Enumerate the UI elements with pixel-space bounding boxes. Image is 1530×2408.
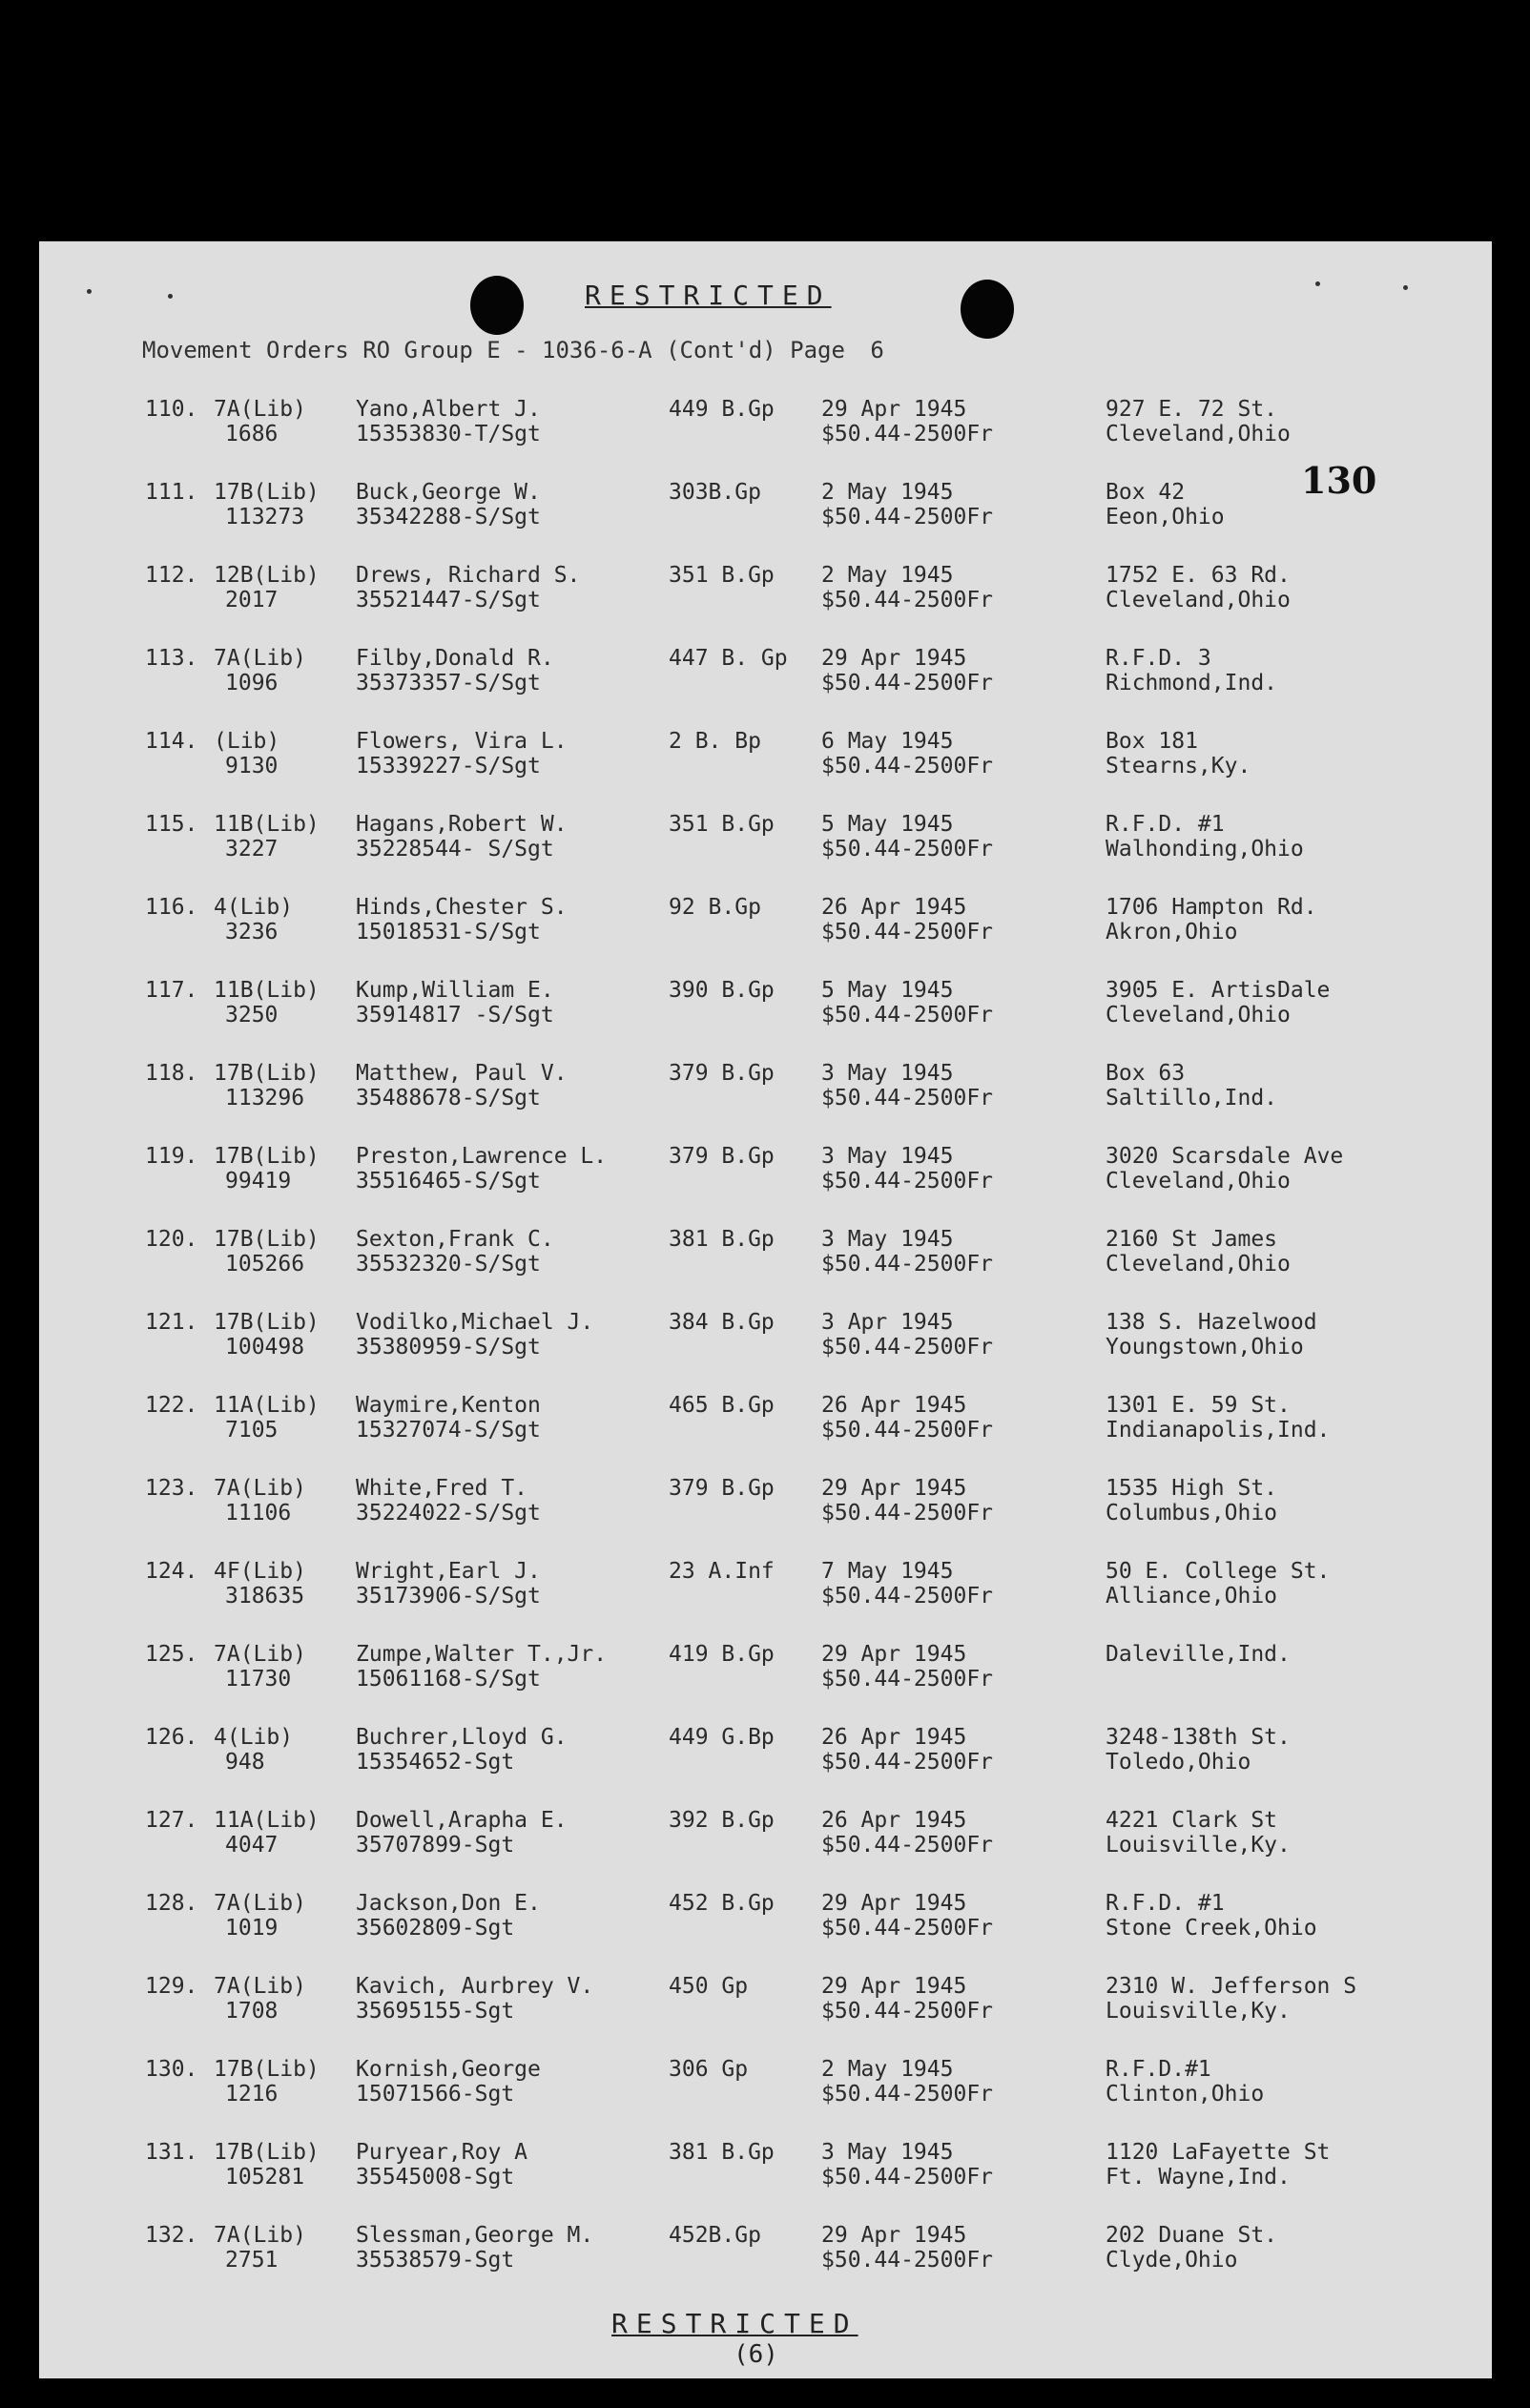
speck (168, 294, 173, 299)
entry-number: 115. (145, 812, 198, 837)
entry-number: 122. (145, 1393, 198, 1418)
entry-serial-rank: 35224022-S/Sgt (356, 1501, 541, 1526)
entry-group: 7A(Lib) (214, 1642, 306, 1667)
entry-row (39, 1883, 1492, 1966)
entry-date: 3 May 1945 (821, 1144, 954, 1169)
entry-number: 128. (145, 1891, 198, 1916)
entry-address-line2: Indianapolis,Ind. (1106, 1418, 1331, 1443)
entry-name: Filby,Donald R. (356, 646, 554, 671)
entry-serial-rank: 35380959-S/Sgt (356, 1335, 541, 1360)
entry-number: 129. (145, 1974, 198, 1999)
entry-name: Matthew, Paul V. (356, 1061, 568, 1086)
entry-address-line1: Box 181 (1106, 729, 1198, 754)
entry-serial-rank: 35173906-S/Sgt (356, 1584, 541, 1609)
order-title: Movement Orders RO Group E - 1036-6-A (Cont'd) Page (142, 337, 845, 363)
entry-address-line1: 2310 W. Jefferson S (1106, 1974, 1357, 1999)
entry-group: 7A(Lib) (214, 1476, 306, 1501)
entry-date: 29 Apr 1945 (821, 1642, 967, 1667)
entry-unit: 452B.Gp (669, 2223, 761, 2248)
entry-row (39, 1966, 1492, 2049)
entry-address-line1: R.F.D. #1 (1106, 1891, 1225, 1916)
entry-address-line2: Ft. Wayne,Ind. (1106, 2165, 1291, 2190)
entry-number: 127. (145, 1808, 198, 1833)
entry-date: 5 May 1945 (821, 978, 954, 1003)
entry-address-line1: 1301 E. 59 St. (1106, 1393, 1291, 1418)
entry-number: 113. (145, 646, 198, 671)
entry-address-line1: R.F.D.#1 (1106, 2057, 1211, 2082)
entry-group: 7A(Lib) (214, 2223, 306, 2248)
entry-serial-rank: 35516465-S/Sgt (356, 1169, 541, 1194)
entry-address-line2: Louisville,Ky. (1106, 1999, 1291, 2024)
entry-date: 3 May 1945 (821, 2140, 954, 2165)
entry-pay: $50.44-2500Fr (821, 1833, 994, 1858)
entry-address-line1: 1535 High St. (1106, 1476, 1278, 1501)
entry-unit: 2 B. Bp (669, 729, 761, 754)
entry-unit: 379 B.Gp (669, 1144, 775, 1169)
entry-pay: $50.44-2500Fr (821, 1252, 994, 1277)
entry-row (39, 970, 1492, 1053)
entry-row (39, 389, 1492, 472)
entry-pay: $50.44-2500Fr (821, 754, 994, 778)
entry-address-line1: 1120 LaFayette St (1106, 2140, 1331, 2165)
entry-row (39, 1053, 1492, 1136)
entry-date: 2 May 1945 (821, 480, 954, 505)
entry-group: 11B(Lib) (214, 978, 320, 1003)
entry-pay: $50.44-2500Fr (821, 422, 994, 446)
footer-page-number: (6) (734, 2340, 778, 2369)
entry-row (39, 2215, 1492, 2298)
entry-pay: $50.44-2500Fr (821, 1501, 994, 1526)
entry-date: 3 May 1945 (821, 1227, 954, 1252)
entry-pay: $50.44-2500Fr (821, 1418, 994, 1443)
entry-serial-rank: 35602809-Sgt (356, 1916, 515, 1941)
entry-address-line1: 927 E. 72 St. (1106, 397, 1278, 422)
entry-group-code: 11106 (225, 1501, 292, 1526)
entry-date: 29 Apr 1945 (821, 2223, 967, 2248)
entry-date: 29 Apr 1945 (821, 1476, 967, 1501)
entry-group-code: 3236 (225, 920, 279, 945)
entry-date: 7 May 1945 (821, 1559, 954, 1584)
entry-serial-rank: 35707899-Sgt (356, 1833, 515, 1858)
entry-serial-rank: 35342288-S/Sgt (356, 505, 541, 529)
entry-number: 112. (145, 563, 198, 588)
entry-row (39, 1717, 1492, 1800)
entry-group: 7A(Lib) (214, 1891, 306, 1916)
entry-group-code: 105281 (225, 2165, 305, 2190)
entry-address-line2: Cleveland,Ohio (1106, 588, 1291, 612)
entry-date: 6 May 1945 (821, 729, 954, 754)
entry-serial-rank: 35914817 -S/Sgt (356, 1003, 554, 1028)
entry-date: 29 Apr 1945 (821, 1974, 967, 1999)
entry-name: Wright,Earl J. (356, 1559, 541, 1584)
restricted-header: RESTRICTED (585, 280, 832, 311)
entry-group-code: 9130 (225, 754, 279, 778)
entry-date: 3 May 1945 (821, 1061, 954, 1086)
entry-pay: $50.44-2500Fr (821, 671, 994, 695)
entry-serial-rank: 15018531-S/Sgt (356, 920, 541, 945)
entry-address-line1: 138 S. Hazelwood (1106, 1310, 1317, 1335)
entry-name: Buchrer,Lloyd G. (356, 1725, 568, 1750)
entry-address-line1: 1706 Hampton Rd. (1106, 895, 1317, 920)
entry-date: 3 Apr 1945 (821, 1310, 954, 1335)
entry-pay: $50.44-2500Fr (821, 1335, 994, 1360)
entry-group-code: 1096 (225, 671, 279, 695)
entry-unit: 351 B.Gp (669, 812, 775, 837)
entry-pay: $50.44-2500Fr (821, 1003, 994, 1028)
entry-pay: $50.44-2500Fr (821, 588, 994, 612)
entry-address-line1: Box 42 (1106, 480, 1186, 505)
entry-group: 17B(Lib) (214, 1310, 320, 1335)
entry-number: 117. (145, 978, 198, 1003)
entry-name: White,Fred T. (356, 1476, 528, 1501)
entry-row (39, 721, 1492, 804)
entry-address-line1: R.F.D. 3 (1106, 646, 1211, 671)
entry-row (39, 1551, 1492, 1634)
speck (87, 289, 92, 294)
entry-row (39, 638, 1492, 721)
entry-unit: 390 B.Gp (669, 978, 775, 1003)
entry-pay: $50.44-2500Fr (821, 505, 994, 529)
entry-unit: 449 B.Gp (669, 397, 775, 422)
entry-pay: $50.44-2500Fr (821, 2165, 994, 2190)
entry-serial-rank: 15339227-S/Sgt (356, 754, 541, 778)
entry-pay: $50.44-2500Fr (821, 920, 994, 945)
entry-date: 2 May 1945 (821, 2057, 954, 2082)
entry-name: Slessman,George M. (356, 2223, 594, 2248)
entry-group-code: 11730 (225, 1667, 292, 1692)
entry-serial-rank: 35532320-S/Sgt (356, 1252, 541, 1277)
entry-group: 7A(Lib) (214, 646, 306, 671)
entry-address-line2: Cleveland,Ohio (1106, 1252, 1291, 1277)
entry-unit: 379 B.Gp (669, 1476, 775, 1501)
entry-address-line2: Stearns,Ky. (1106, 754, 1251, 778)
entry-address-line2: Columbus,Ohio (1106, 1501, 1278, 1526)
entry-unit: 351 B.Gp (669, 563, 775, 588)
entry-address-line2: Stone Creek,Ohio (1106, 1916, 1317, 1941)
entry-group-code: 113296 (225, 1086, 305, 1111)
entry-address-line2: Saltillo,Ind. (1106, 1086, 1278, 1111)
entry-unit: 449 G.Bp (669, 1725, 775, 1750)
entry-name: Buck,George W. (356, 480, 541, 505)
entry-address-line1: 202 Duane St. (1106, 2223, 1278, 2248)
entry-group: 11B(Lib) (214, 812, 320, 837)
entry-unit: 465 B.Gp (669, 1393, 775, 1418)
entry-group-code: 2751 (225, 2248, 279, 2273)
entry-address-line1: 3905 E. ArtisDale (1106, 978, 1331, 1003)
entry-serial-rank: 35538579-Sgt (356, 2248, 515, 2273)
entry-address-line1: R.F.D. #1 (1106, 812, 1225, 837)
entry-serial-rank: 15071566-Sgt (356, 2082, 515, 2107)
entry-group: 17B(Lib) (214, 1061, 320, 1086)
entry-group: 17B(Lib) (214, 2057, 320, 2082)
entry-address-line2: Akron,Ohio (1106, 920, 1238, 945)
entry-unit: 447 B. Gp (669, 646, 788, 671)
document-page (39, 241, 1492, 2378)
entry-name: Sexton,Frank C. (356, 1227, 554, 1252)
entry-row (39, 2132, 1492, 2215)
entry-unit: 306 Gp (669, 2057, 749, 2082)
entry-group: 11A(Lib) (214, 1808, 320, 1833)
entry-address-line2: Youngstown,Ohio (1106, 1335, 1304, 1360)
entry-row (39, 2049, 1492, 2132)
entry-group: 12B(Lib) (214, 563, 320, 588)
entry-row (39, 1385, 1492, 1468)
entry-date: 26 Apr 1945 (821, 1725, 967, 1750)
entry-pay: $50.44-2500Fr (821, 1999, 994, 2024)
punch-hole-left (470, 276, 524, 335)
punch-hole-right (961, 280, 1014, 339)
entry-number: 111. (145, 480, 198, 505)
entry-date: 26 Apr 1945 (821, 1808, 967, 1833)
entry-group-code: 100498 (225, 1335, 305, 1360)
entry-unit: 392 B.Gp (669, 1808, 775, 1833)
entry-name: Kump,William E. (356, 978, 554, 1003)
entry-date: 29 Apr 1945 (821, 1891, 967, 1916)
entry-number: 131. (145, 2140, 198, 2165)
entry-name: Yano,Albert J. (356, 397, 541, 422)
entry-serial-rank: 35695155-Sgt (356, 1999, 515, 2024)
entry-unit: 452 B.Gp (669, 1891, 775, 1916)
entry-row (39, 887, 1492, 970)
entry-group-code: 2017 (225, 588, 279, 612)
entry-pay: $50.44-2500Fr (821, 1584, 994, 1609)
entry-name: Preston,Lawrence L. (356, 1144, 608, 1169)
entry-date: 26 Apr 1945 (821, 1393, 967, 1418)
page-number: 6 (870, 337, 884, 363)
entry-address-line2: Clinton,Ohio (1106, 2082, 1265, 2107)
entry-number: 124. (145, 1559, 198, 1584)
entry-date: 2 May 1945 (821, 563, 954, 588)
entry-pay: $50.44-2500Fr (821, 1750, 994, 1775)
entry-group-code: 113273 (225, 505, 305, 529)
entry-group-code: 99419 (225, 1169, 292, 1194)
entry-group: 17B(Lib) (214, 1227, 320, 1252)
entry-number: 118. (145, 1061, 198, 1086)
entry-name: Drews, Richard S. (356, 563, 581, 588)
entry-name: Hinds,Chester S. (356, 895, 568, 920)
entry-name: Vodilko,Michael J. (356, 1310, 594, 1335)
entry-number: 116. (145, 895, 198, 920)
entry-group-code: 948 (225, 1750, 265, 1775)
entry-address-line2: Cleveland,Ohio (1106, 422, 1291, 446)
entry-unit: 419 B.Gp (669, 1642, 775, 1667)
entry-number: 110. (145, 397, 198, 422)
entry-number: 126. (145, 1725, 198, 1750)
entry-number: 121. (145, 1310, 198, 1335)
entry-unit: 450 Gp (669, 1974, 749, 1999)
entry-group: 4(Lib) (214, 1725, 294, 1750)
entry-serial-rank: 35373357-S/Sgt (356, 671, 541, 695)
entry-date: 29 Apr 1945 (821, 646, 967, 671)
entry-group: 17B(Lib) (214, 1144, 320, 1169)
entry-group: 7A(Lib) (214, 1974, 306, 1999)
handwritten-number: 130 (1301, 459, 1377, 502)
entry-group-code: 1686 (225, 422, 279, 446)
entry-pay: $50.44-2500Fr (821, 1916, 994, 1941)
entry-row (39, 1219, 1492, 1302)
entry-group-code: 318635 (225, 1584, 305, 1609)
entry-number: 114. (145, 729, 198, 754)
entry-group-code: 3250 (225, 1003, 279, 1028)
entry-unit: 23 A.Inf (669, 1559, 775, 1584)
entry-number: 125. (145, 1642, 198, 1667)
entry-address-line1: 1752 E. 63 Rd. (1106, 563, 1291, 588)
entry-group: 4F(Lib) (214, 1559, 306, 1584)
entry-pay: $50.44-2500Fr (821, 1169, 994, 1194)
entry-row (39, 804, 1492, 887)
entry-unit: 92 B.Gp (669, 895, 761, 920)
entry-serial-rank: 35545008-Sgt (356, 2165, 515, 2190)
entry-unit: 381 B.Gp (669, 2140, 775, 2165)
entry-row (39, 472, 1492, 555)
entry-row (39, 1800, 1492, 1883)
entry-name: Puryear,Roy A (356, 2140, 528, 2165)
entry-address-line2: Cleveland,Ohio (1106, 1003, 1291, 1028)
entry-group: 17B(Lib) (214, 480, 320, 505)
entry-name: Dowell,Arapha E. (356, 1808, 568, 1833)
entry-group-code: 1708 (225, 1999, 279, 2024)
entry-group: 17B(Lib) (214, 2140, 320, 2165)
entry-name: Kornish,George (356, 2057, 541, 2082)
entry-address-line2: Walhonding,Ohio (1106, 837, 1304, 861)
entry-row (39, 1302, 1492, 1385)
entry-address-line2: Richmond,Ind. (1106, 671, 1278, 695)
entry-date: 29 Apr 1945 (821, 397, 967, 422)
entry-address-line2: Toledo,Ohio (1106, 1750, 1251, 1775)
entry-unit: 303B.Gp (669, 480, 761, 505)
document-title (142, 337, 884, 363)
entry-serial-rank: 15354652-Sgt (356, 1750, 515, 1775)
entry-group: 4(Lib) (214, 895, 294, 920)
entry-unit: 379 B.Gp (669, 1061, 775, 1086)
entry-number: 132. (145, 2223, 198, 2248)
entry-serial-rank: 35488678-S/Sgt (356, 1086, 541, 1111)
entry-date: 26 Apr 1945 (821, 895, 967, 920)
entry-pay: $50.44-2500Fr (821, 2082, 994, 2107)
entry-group: 7A(Lib) (214, 397, 306, 422)
entry-name: Kavich, Aurbrey V. (356, 1974, 594, 1999)
entry-number: 130. (145, 2057, 198, 2082)
entry-row (39, 555, 1492, 638)
entry-date: 5 May 1945 (821, 812, 954, 837)
entry-number: 119. (145, 1144, 198, 1169)
entry-serial-rank: 35228544- S/Sgt (356, 837, 554, 861)
entry-address-line2: Clyde,Ohio (1106, 2248, 1238, 2273)
entry-pay: $50.44-2500Fr (821, 2248, 994, 2273)
entry-serial-rank: 35521447-S/Sgt (356, 588, 541, 612)
entry-address-line1: 2160 St James (1106, 1227, 1278, 1252)
entry-address-line2: Eeon,Ohio (1106, 505, 1225, 529)
entry-row (39, 1634, 1492, 1717)
speck (1315, 281, 1320, 286)
entry-pay: $50.44-2500Fr (821, 837, 994, 861)
entry-name: Jackson,Don E. (356, 1891, 541, 1916)
entry-group-code: 3227 (225, 837, 279, 861)
entry-unit: 384 B.Gp (669, 1310, 775, 1335)
entry-unit: 381 B.Gp (669, 1227, 775, 1252)
entry-serial-rank: 15353830-T/Sgt (356, 422, 541, 446)
entry-address-line1: 3020 Scarsdale Ave (1106, 1144, 1344, 1169)
entry-address-line1: 3248-138th St. (1106, 1725, 1291, 1750)
entry-name: Waymire,Kenton (356, 1393, 541, 1418)
entry-serial-rank: 15327074-S/Sgt (356, 1418, 541, 1443)
restricted-footer: RESTRICTED (611, 2308, 858, 2339)
entry-address-line2: Louisville,Ky. (1106, 1833, 1291, 1858)
entry-group-code: 105266 (225, 1252, 305, 1277)
entry-group: (Lib) (214, 729, 280, 754)
speck (1403, 285, 1408, 290)
entries-list (39, 389, 1492, 2298)
entry-address-line2: Alliance,Ohio (1106, 1584, 1278, 1609)
entry-row (39, 1136, 1492, 1219)
entry-name: Zumpe,Walter T.,Jr. (356, 1642, 608, 1667)
entry-group-code: 1019 (225, 1916, 279, 1941)
entry-address-line1: 4221 Clark St (1106, 1808, 1278, 1833)
entry-group-code: 4047 (225, 1833, 279, 1858)
entry-number: 120. (145, 1227, 198, 1252)
entry-group-code: 7105 (225, 1418, 279, 1443)
entry-pay: $50.44-2500Fr (821, 1667, 994, 1692)
entry-name: Flowers, Vira L. (356, 729, 568, 754)
entry-pay: $50.44-2500Fr (821, 1086, 994, 1111)
entry-group: 11A(Lib) (214, 1393, 320, 1418)
entry-group-code: 1216 (225, 2082, 279, 2107)
entry-address-line2: Cleveland,Ohio (1106, 1169, 1291, 1194)
entry-number: 123. (145, 1476, 198, 1501)
entry-address-line1: 50 E. College St. (1106, 1559, 1331, 1584)
entry-name: Hagans,Robert W. (356, 812, 568, 837)
entry-serial-rank: 15061168-S/Sgt (356, 1667, 541, 1692)
entry-address-line1: Box 63 (1106, 1061, 1186, 1086)
entry-row (39, 1468, 1492, 1551)
entry-address-line1: Daleville,Ind. (1106, 1642, 1291, 1667)
